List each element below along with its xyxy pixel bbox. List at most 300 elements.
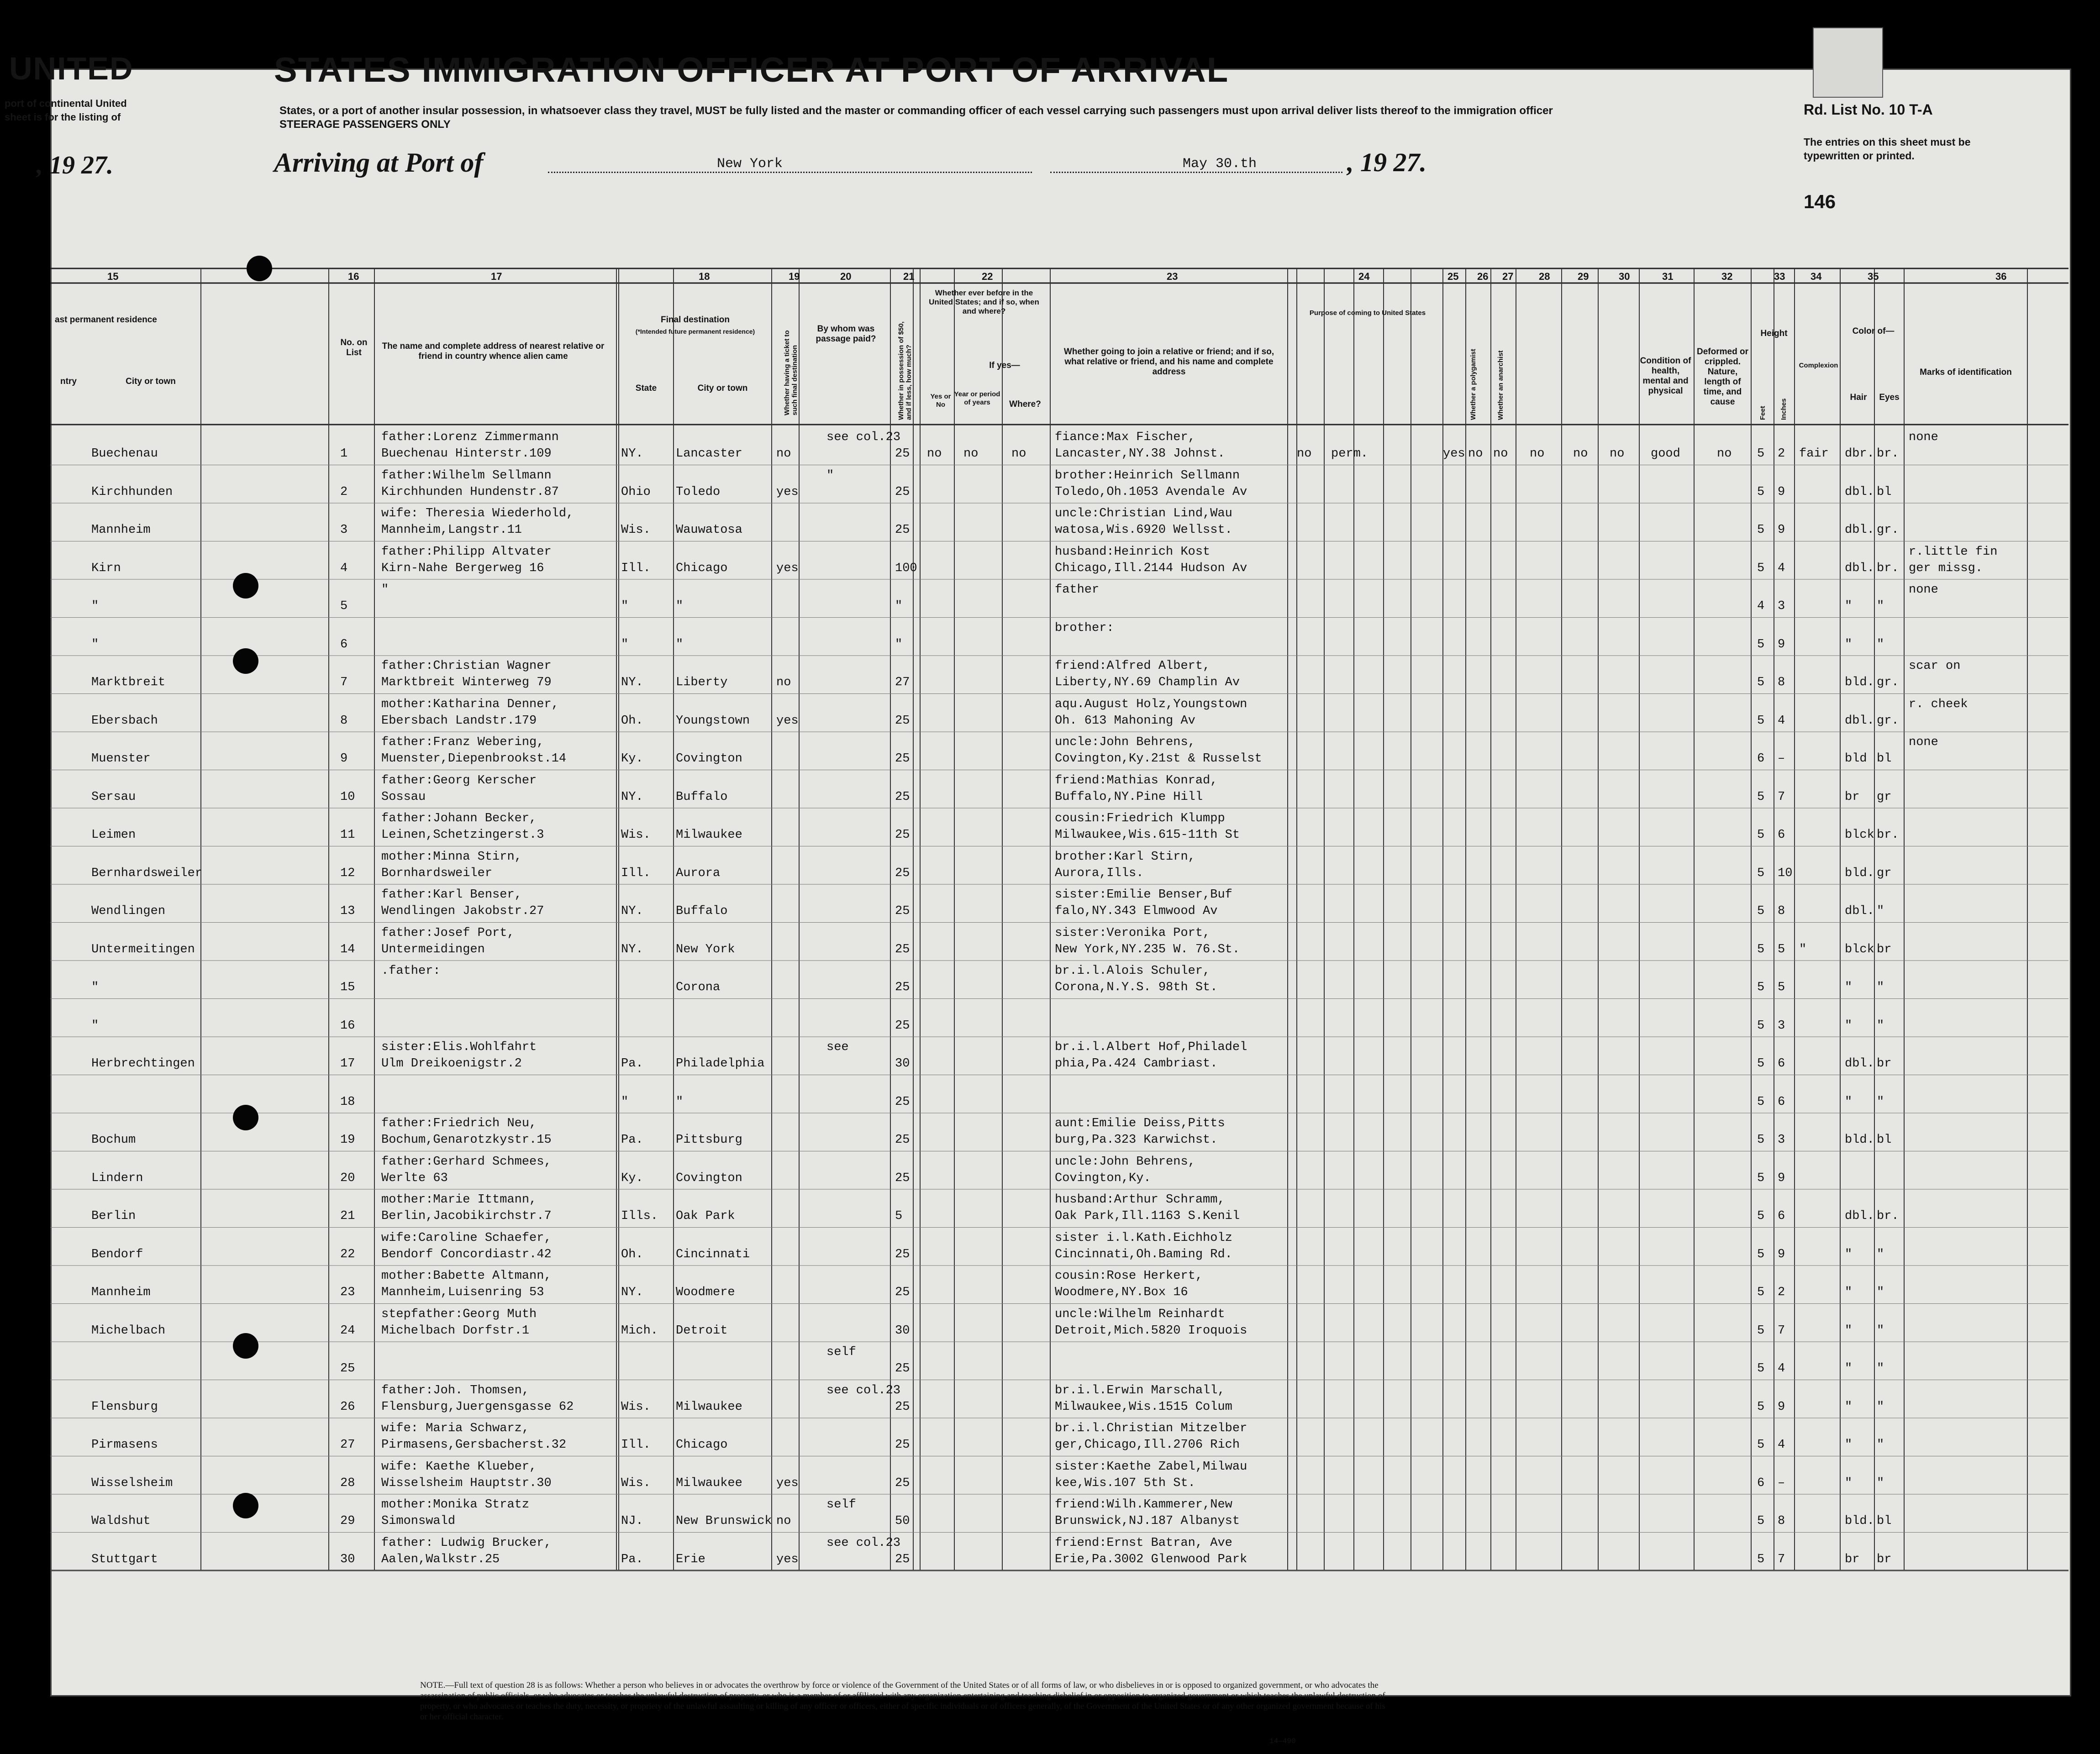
row-number: 29 [340, 1514, 355, 1528]
row-inches: 6 [1778, 1209, 1785, 1223]
row-number: 19 [340, 1133, 355, 1147]
row-city: Kirchhunden [91, 485, 173, 499]
row-eyes: " [1877, 1438, 1884, 1452]
row-money: 25 [895, 942, 910, 956]
row-paid-by: self [826, 1345, 856, 1359]
row-eyes: bl [1877, 1133, 1892, 1147]
row-destination: Youngstown [676, 714, 750, 728]
row-join-name: husband:Arthur Schramm, [1055, 1193, 1225, 1207]
row-feet: 5 [1757, 1171, 1765, 1185]
row-join-address: Chicago,Ill.2144 Hudson Av [1055, 561, 1247, 575]
row-inches: 7 [1778, 790, 1785, 804]
port-line [548, 172, 1032, 173]
row-city: " [91, 637, 99, 651]
row-destination: Chicago [676, 1438, 728, 1452]
row-eyes: " [1877, 637, 1884, 651]
row-relative-name: father:Josef Port, [381, 926, 515, 940]
row-join-name: br.i.l.Christian Mitzelber [1055, 1422, 1247, 1435]
row-feet: 5 [1757, 1095, 1765, 1109]
row-relative-name: father:Gerhard Schmees, [381, 1155, 552, 1169]
row-eyes: br [1877, 1552, 1892, 1566]
row-hair: bld. [1845, 676, 1874, 689]
row-city: Muenster [91, 752, 151, 766]
row-join-address: Milwaukee,Wis.615-11th St [1055, 828, 1240, 842]
row-inches: 9 [1778, 1247, 1785, 1261]
row-inches: 9 [1778, 485, 1785, 499]
row-hair: " [1845, 1247, 1853, 1261]
col31-title: Condition of health, mental and physical [1640, 356, 1691, 396]
row-join-name: brother: [1055, 621, 1114, 635]
row-city: " [91, 599, 99, 613]
row-state: NY. [621, 942, 643, 956]
row-number: 20 [340, 1171, 355, 1185]
row-inches: 4 [1778, 1438, 1785, 1452]
row-feet: 5 [1757, 523, 1765, 537]
row-relative-name: mother:Marie Ittmann, [381, 1193, 537, 1207]
row-marks: r. cheek [1909, 697, 1968, 711]
row-money: 27 [895, 676, 910, 689]
col18-title: Final destination [661, 315, 730, 325]
row-c29: no [1573, 447, 1588, 461]
row-relative-address: Kirn-Nahe Bergerweg 16 [381, 561, 544, 575]
row-join-name: sister:Kaethe Zabel,Milwau [1055, 1460, 1247, 1474]
punch-hole [233, 1493, 258, 1518]
row-marks: none [1909, 431, 1938, 444]
row-hair: blck [1845, 828, 1874, 842]
row-feet: 5 [1757, 1552, 1765, 1566]
row-eyes: " [1877, 1286, 1884, 1299]
row-relative-name: father:Joh. Thomsen, [381, 1383, 530, 1397]
row-feet: 5 [1757, 1057, 1765, 1071]
row-join-address: Lancaster,NY.38 Johnst. [1055, 447, 1225, 461]
row-destination: Philadelphia [676, 1057, 765, 1071]
row-city: Wisselsheim [91, 1476, 173, 1490]
row-destination: " [676, 637, 684, 651]
row-join-name: cousin:Friedrich Klumpp [1055, 812, 1225, 825]
col26-title: Whether a polygamist [1469, 349, 1477, 420]
row-feet: 5 [1757, 942, 1765, 956]
row-join-address: watosa,Wis.6920 Wellsst. [1055, 523, 1232, 537]
row-hair: " [1845, 1095, 1853, 1109]
row-relative-address: Leinen,Schetzingerst.3 [381, 828, 544, 842]
row-number: 6 [340, 637, 348, 651]
col22-yesno: Yes or No [930, 393, 951, 409]
row-join-address: kee,Wis.107 5th St. [1055, 1476, 1195, 1490]
row-hair: " [1845, 637, 1853, 651]
page-number: 146 [1804, 191, 1836, 212]
row-hair: dbl. [1845, 523, 1874, 537]
col-num-27: 27 [1502, 271, 1514, 282]
row-join-name: friend:Mathias Konrad, [1055, 773, 1218, 788]
row-join-name: br.i.l.Alois Schuler, [1055, 964, 1211, 978]
row-relative-address: Berlin,Jacobikirchstr.7 [381, 1209, 552, 1223]
col22-where: Where? [1009, 399, 1041, 409]
row-join-address: burg,Pa.323 Karwichst. [1055, 1133, 1218, 1147]
row-state: Wis. [621, 828, 651, 842]
col17-title: The name and complete address of nearest relative or friend in country whence alien came [382, 341, 605, 361]
row-state: Wis. [621, 523, 651, 537]
col15-country: ntry [60, 377, 77, 386]
col22-title: Whether ever before in the United States; and if so, when and where? [929, 289, 1039, 315]
row-number: 30 [340, 1552, 355, 1566]
row-destination: Liberty [676, 676, 728, 689]
row-destination: Covington [676, 1171, 742, 1185]
row-destination: Buffalo [676, 790, 728, 804]
date-line [1050, 172, 1342, 173]
row-money: 5 [895, 1209, 903, 1223]
row-number: 25 [340, 1362, 355, 1376]
col-num-31: 31 [1662, 271, 1674, 282]
row-feet: 5 [1757, 1400, 1765, 1414]
row-paid-by: " [826, 468, 834, 483]
row-relative-address: Ulm Dreikoenigstr.2 [381, 1057, 522, 1071]
row-destination: Cincinnati [676, 1247, 750, 1261]
row-city: Buechenau [91, 447, 158, 461]
row-paid-by: see col.23 [826, 1383, 901, 1397]
row-eyes: br. [1877, 561, 1899, 575]
row-destination: Buffalo [676, 904, 728, 918]
row-join-name: sister:Emilie Benser,Buf [1055, 888, 1232, 902]
row-feet: 5 [1757, 1438, 1765, 1452]
row-destination: Oak Park [676, 1209, 735, 1223]
row-hair: " [1845, 1476, 1853, 1490]
subtitle-steerage: STEERAGE PASSENGERS ONLY [279, 118, 451, 131]
row-number: 10 [340, 790, 355, 804]
row-money: 25 [895, 904, 910, 918]
row-feet: 5 [1757, 1133, 1765, 1147]
row-destination: Chicago [676, 561, 728, 575]
row-relative-address: Wisselsheim Hauptstr.30 [381, 1476, 552, 1490]
punch-hole [233, 573, 258, 599]
row-number: 23 [340, 1286, 355, 1299]
punch-hole [233, 1105, 258, 1130]
col-num-19: 19 [789, 271, 800, 282]
row-year: no [963, 447, 979, 461]
row-eyes: " [1877, 1019, 1884, 1033]
row-state: NY. [621, 447, 643, 461]
row-feet: 5 [1757, 1286, 1765, 1299]
row-relative-name: father:Christian Wagner [381, 659, 552, 673]
row-inches: 4 [1778, 1362, 1785, 1376]
form-code: 14—490 [1269, 1737, 1296, 1745]
row-city: Lindern [91, 1171, 143, 1185]
left-subtitle-line-2: sheet is for the listing of [5, 111, 121, 123]
row-marks: scar on [1909, 659, 1961, 673]
port-value: New York [717, 156, 783, 172]
row-city: Pirmasens [91, 1438, 158, 1452]
row-paid-by: see col.23 [826, 1536, 901, 1550]
row-money: 25 [895, 1476, 910, 1490]
row-feet: 5 [1757, 904, 1765, 918]
col32-title: Deformed or crippled. Nature, length of time, and cause [1697, 347, 1748, 407]
col27-title: Whether an anarchist [1497, 350, 1505, 420]
row-city: Marktbreit [91, 676, 166, 689]
row-state: Ky. [621, 752, 643, 766]
row-state: Wis. [621, 1400, 651, 1414]
col16-title: No. on List [340, 338, 368, 357]
row-eyes: " [1877, 1362, 1884, 1376]
row-inches: 10 [1778, 866, 1793, 880]
row-destination: " [676, 599, 684, 613]
col-num-30: 30 [1619, 271, 1630, 282]
row-eyes: br. [1877, 828, 1899, 842]
row-state: Ill. [621, 561, 651, 575]
row-number: 17 [340, 1057, 355, 1071]
col33-feet: Feet [1759, 406, 1767, 420]
row-city: Bernhardsweiler [91, 866, 203, 880]
row-join-address: Oh. 613 Mahoning Av [1055, 714, 1195, 728]
row-join-name: fiance:Max Fischer, [1055, 431, 1195, 444]
year-value: , 19 27. [1347, 147, 1426, 177]
row-destination: " [676, 1095, 684, 1109]
row-relative-address: Michelbach Dorfstr.1 [381, 1323, 530, 1338]
row-join-name: sister:Veronika Port, [1055, 926, 1211, 940]
row-hair: bld. [1845, 1133, 1874, 1147]
row-c24b: perm. [1331, 447, 1368, 461]
row-join-address: Oak Park,Ill.1163 S.Kenil [1055, 1209, 1240, 1223]
row-money: 30 [895, 1323, 910, 1338]
row-relative-name: stepfather:Georg Muth [381, 1307, 537, 1321]
row-state: NY. [621, 676, 643, 689]
row-feet: 5 [1757, 714, 1765, 728]
row-hair: bld. [1845, 1514, 1874, 1528]
row-feet: 5 [1757, 1247, 1765, 1261]
row-destination: Erie [676, 1552, 705, 1566]
col35-eyes: Eyes [1879, 393, 1900, 402]
row-eyes: " [1877, 1400, 1884, 1414]
row-relative-address: Ebersbach Landstr.179 [381, 714, 537, 728]
row-join-address: New York,NY.235 W. 76.St. [1055, 942, 1240, 956]
col-num-21: 21 [903, 271, 915, 282]
left-year: , 19 27. [37, 151, 113, 179]
row-number: 8 [340, 714, 348, 728]
col-num-36: 36 [1995, 271, 2007, 282]
row-eyes: " [1877, 599, 1884, 613]
row-feet: 5 [1757, 1019, 1765, 1033]
col22-ifyes: If yes— [989, 361, 1020, 370]
row-feet: 5 [1757, 485, 1765, 499]
row-state: " [621, 1095, 629, 1109]
row-inches: 7 [1778, 1323, 1785, 1338]
row-state: Mich. [621, 1323, 658, 1338]
row-hair: dbr. [1845, 447, 1874, 461]
row-city: Untermeitingen [91, 942, 195, 956]
row-inches: 3 [1778, 1133, 1785, 1147]
row-city: Berlin [91, 1209, 136, 1223]
row-hair: dbl. [1845, 904, 1874, 918]
row-eyes: " [1877, 904, 1884, 918]
row-ticket: yes [776, 1552, 799, 1566]
col18-subtitle: (*Intended future permanent residence) [635, 328, 755, 335]
row-state: Pa. [621, 1552, 643, 1566]
row-paid-by: see col.23 [826, 431, 901, 444]
row-money: 25 [895, 714, 910, 728]
row-join-address: Aurora,Ills. [1055, 866, 1144, 880]
row-join-name: sister i.l.Kath.Eichholz [1055, 1231, 1232, 1245]
manifest-sheet [50, 68, 2071, 1696]
row-eyes: bl [1877, 752, 1892, 766]
row-eyes: " [1877, 1323, 1884, 1338]
row-relative-name: mother:Monika Stratz [381, 1498, 530, 1512]
instruction-text: The entries on this sheet must be typewritten or printed. [1804, 136, 1971, 162]
row-deformed: no [1717, 447, 1732, 461]
row-money: 25 [895, 1286, 910, 1299]
row-relative-name: father:Lorenz Zimmermann [381, 431, 559, 444]
row-hair: " [1845, 981, 1853, 994]
row-number: 1 [340, 447, 348, 461]
row-state: NY. [621, 1286, 643, 1299]
row-hair: dbl. [1845, 485, 1874, 499]
row-number: 3 [340, 523, 348, 537]
row-ever-before: no [927, 447, 942, 461]
row-relative-address: Bornhardsweiler [381, 866, 493, 880]
row-relative-address: Mannheim,Luisenring 53 [381, 1286, 544, 1299]
row-city: Bochum [91, 1133, 136, 1147]
row-paid-by: self [826, 1498, 856, 1512]
col-num-26: 26 [1477, 271, 1489, 282]
col35-title: Color of— [1852, 326, 1895, 336]
row-relative-address: Marktbreit Winterweg 79 [381, 676, 552, 689]
row-inches: 8 [1778, 904, 1785, 918]
row-feet: 5 [1757, 866, 1765, 880]
row-relative-address: Muenster,Diepenbrookst.14 [381, 752, 567, 766]
row-join-address: Detroit,Mich.5820 Iroquois [1055, 1323, 1247, 1338]
row-feet: 5 [1757, 447, 1765, 461]
col-num-34: 34 [1811, 271, 1822, 282]
row-feet: 5 [1757, 828, 1765, 842]
col-num-22: 22 [982, 271, 993, 282]
row-join-name: brother:Karl Stirn, [1055, 850, 1195, 864]
row-join-address: Cincinnati,Oh.Baming Rd. [1055, 1247, 1232, 1261]
row-hair: bld. [1845, 866, 1874, 880]
row-join-address: ger,Chicago,Ill.2706 Rich [1055, 1438, 1240, 1452]
row-relative-name: father:Philipp Altvater [381, 545, 552, 559]
row-relative-address: Simonswald [381, 1514, 456, 1528]
row-eyes: br [1877, 1057, 1892, 1071]
row-feet: 5 [1757, 1514, 1765, 1528]
row-inches: 6 [1778, 828, 1785, 842]
subtitle-line: States, or a port of another insular possession, in whatsoever class they travel, MUST be fully listed and the master or commanding officer of each vessel carrying such passengers must upon arrival deliver lists thereof to the immigration officer [279, 105, 1553, 117]
row-relative-address: Untermeidingen [381, 942, 485, 956]
row-number: 11 [340, 828, 355, 842]
col-num-24: 24 [1358, 271, 1370, 282]
row-money: 25 [895, 752, 910, 766]
row-join-name: uncle:John Behrens, [1055, 735, 1195, 749]
row-feet: 5 [1757, 561, 1765, 575]
row-relative-name: wife: Theresia Wiederhold, [381, 507, 574, 520]
row-city: Leimen [91, 828, 136, 842]
row-marks-2: ger missg. [1909, 561, 1983, 575]
row-join-address: Buffalo,NY.Pine Hill [1055, 790, 1203, 804]
row-relative-name: .father: [381, 964, 441, 978]
row-complexion: " [1799, 942, 1807, 956]
row-hair: " [1845, 1362, 1853, 1376]
row-inches: 2 [1778, 1286, 1785, 1299]
row-join-name: father [1055, 583, 1100, 597]
row-city: Kirn [91, 561, 121, 575]
row-relative-address: Bendorf Concordiastr.42 [381, 1247, 552, 1261]
col-num-33: 33 [1774, 271, 1785, 282]
row-relative-name: wife: Kaethe Klueber, [381, 1460, 537, 1474]
row-feet: 5 [1757, 1323, 1765, 1338]
row-money: 25 [895, 1552, 910, 1566]
row-join-name: uncle:Christian Lind,Wau [1055, 507, 1232, 520]
row-hair: br [1845, 1552, 1860, 1566]
row-number: 24 [340, 1323, 355, 1338]
row-number: 13 [340, 904, 355, 918]
row-eyes: gr. [1877, 523, 1899, 537]
row-hair: " [1845, 1400, 1853, 1414]
row-join-name: friend:Ernst Batran, Ave [1055, 1536, 1232, 1550]
col-num-18: 18 [699, 271, 710, 282]
row-state: Pa. [621, 1057, 643, 1071]
row-eyes: br. [1877, 447, 1899, 461]
row-city: Mannheim [91, 1286, 151, 1299]
row-number: 12 [340, 866, 355, 880]
row-c24: no [1297, 447, 1312, 461]
row-destination: Milwaukee [676, 828, 742, 842]
row-eyes: bl [1877, 485, 1892, 499]
row-join-name: brother:Heinrich Sellmann [1055, 468, 1240, 483]
left-subtitle [5, 97, 127, 124]
row-eyes: gr [1877, 790, 1892, 804]
row-state: Wis. [621, 1476, 651, 1490]
row-state: Ill. [621, 1438, 651, 1452]
row-destination: Aurora [676, 866, 721, 880]
row-inches: 5 [1778, 942, 1785, 956]
row-money: 100 [895, 561, 917, 575]
row-relative-name: father:Georg Kerscher [381, 773, 537, 788]
row-number: 22 [340, 1247, 355, 1261]
row-number: 18 [340, 1095, 355, 1109]
row-hair: bld [1845, 752, 1867, 766]
row-join-address: falo,NY.343 Elmwood Av [1055, 904, 1218, 918]
row-eyes: br [1877, 942, 1892, 956]
col18-state: State [635, 383, 657, 393]
list-number: Rd. List No. 10 T-A [1804, 101, 1933, 118]
col19-title: Whether having a ticket to such final destination [783, 330, 799, 415]
row-c26: no [1468, 447, 1483, 461]
row-destination: Corona [676, 981, 721, 994]
row-state: Ill. [621, 866, 651, 880]
col-num-32: 32 [1721, 271, 1733, 282]
col35-hair: Hair [1850, 393, 1867, 402]
row-state: NY. [621, 790, 643, 804]
row-number: 9 [340, 752, 348, 766]
row-eyes: " [1877, 1476, 1884, 1490]
row-destination: Detroit [676, 1323, 728, 1338]
row-money: 25 [895, 1095, 910, 1109]
row-marks: none [1909, 735, 1938, 749]
punch-hole [233, 648, 258, 674]
row-hair: " [1845, 1019, 1853, 1033]
footnote: NOTE.—Full text of question 28 is as follows: Whether a person who believes in or advocates the overthrow by force or violence of the Government of the United States or of all forms of law, or who disbelieves in or is opposed to organized government, or who advocates the assassination of public officials, or who advocates or teaches the unlawful destruction of property, or who is a member of or affiliated with any organization entertaining and teaching disbelief in or opposition to organized government or which teaches the unlawful destruction of property, or who advocates or teaches the duty, necessity, or propriety of the unlawful assaulting or killing of any officer or officers, either of specific individuals or of officers generally, of the Government of the United States or of any other organized government because of his or her official character. [420, 1680, 1385, 1722]
row-join-name: friend:Alfred Albert, [1055, 659, 1211, 673]
row-eyes: br. [1877, 1209, 1899, 1223]
punch-hole [247, 256, 272, 281]
row-city: Michelbach [91, 1323, 166, 1338]
row-hair: dbl. [1845, 561, 1874, 575]
row-destination: New Brunswick [676, 1514, 772, 1528]
paper-tab [1813, 27, 1883, 98]
row-money: 30 [895, 1057, 910, 1071]
row-c25: yes [1443, 447, 1465, 461]
row-feet: 4 [1757, 599, 1765, 613]
col33-inches: Inches [1780, 398, 1788, 420]
row-feet: 5 [1757, 790, 1765, 804]
row-state: Oh. [621, 714, 643, 728]
row-ticket: no [776, 447, 791, 461]
